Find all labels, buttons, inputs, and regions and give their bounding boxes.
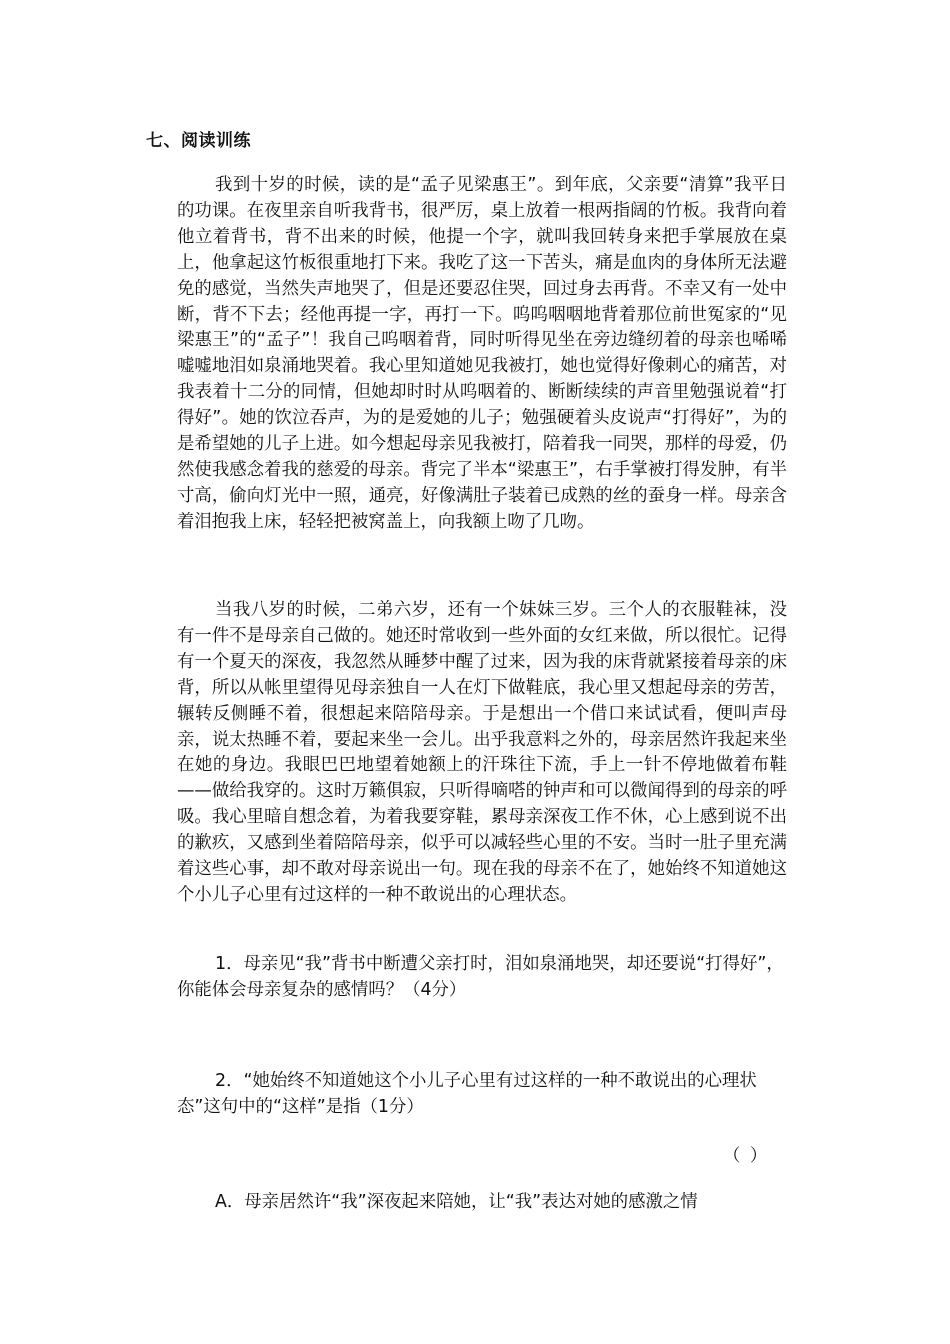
passage-paragraph-2: 当我八岁的时候，二弟六岁，还有一个妹妹三岁。三个人的衣服鞋袜，没有一件不是母亲自己做的。她还时常收到一些外面的女红来做，所以很忙。记得有一个夏天的深夜，我忽然从睡梦中醒了过来，因为我的床背就紧接着母亲的床背，所以从帐里望得见母亲独自一人在灯下做鞋底，我心里又想起母亲的劳苦，辗转反侧睡不着，很想起来陪陪母亲。于是想出一个借口来试试看，便叫声母亲，说太热睡不着，要起来坐一会儿。出乎我意料之外的，母亲居然许我起来坐在她的身边。我眼巴巴地望着她额上的汗珠往下流，手上一针不停地做着布鞋——做给我穿的。这时万籁俱寂，只听得嘀嗒的钟声和可以微闻得到的母亲的呼吸。我心里暗自想念着，为着我要穿鞋，累母亲深夜工作不休，心上感到说不出的歉疚，又感到坐着陪陪母亲，似乎可以减轻些心里的不安。当时一肚子里充满着这些心事，却不敢对母亲说出一句。现在我的母亲不在了，她始终不知道她这个小儿子心里有过这样的一种不敢说出的心理状态。 bbox=[177, 600, 787, 905]
question-1: 1．母亲见“我”背书中断遭父亲打时，泪如泉涌地哭，却还要说“打得好”，你能体会母亲复杂的感情吗？（4分） bbox=[177, 954, 784, 1000]
answer-blank: （ ） bbox=[723, 1146, 770, 1166]
passage-paragraph-1: 我到十岁的时候，读的是“孟子见梁惠王”。到年底，父亲要“清算”我平日的功课。在夜里亲自听我背书，很严厉，桌上放着一根两指阔的竹板。我背向着他立着背书，背不出来的时候，他提一个字，就叫我回转身来把手掌展放在桌上，他拿起这竹板很重地打下来。我吃了这一下苦头，痛是血肉的身体所无法避免的感觉，当然失声地哭了，但是还要忍住哭，回过身去再背。不幸又有一处中断，背不下去；经他再提一字，再打一下。呜呜咽咽地背着那位前世冤家的“见梁惠王”的“孟子”！我自己呜咽着背，同时听得见坐在旁边缝纫着的母亲也唏唏嘘嘘地泪如泉涌地哭着。我心里知道她见我被打，她也觉得好像刺心的痛苦，对我表着十二分的同情，但她却时时从呜咽着的、断断续续的声音里勉强说着“打得好”。她的饮泣吞声，为的是爱她的儿子；勉强硬着头皮说声“打得好”，为的是希望她的儿子上进。如今想起母亲见我被打，陪着我一同哭，那样的母爱，仍然使我感念着我的慈爱的母亲。背完了半本“梁惠王”，右手掌被打得发肿，有半寸高，偷向灯光中一照，通亮，好像满肚子装着已成熟的丝的蚕身一样。母亲含着泪抱我上床，轻轻把被窝盖上，向我额上吻了几吻。 bbox=[177, 175, 787, 532]
question-2-option-a: A．母亲居然许“我”深夜起来陪她，让“我”表达对她的感激之情 bbox=[215, 1192, 698, 1212]
section-title: 七、阅读训练 bbox=[146, 131, 251, 151]
question-2: 2．“她始终不知道她这个小儿子心里有过这样的一种不敢说出的心理状态”这句中的“这样”是指（1分） bbox=[177, 1071, 757, 1117]
